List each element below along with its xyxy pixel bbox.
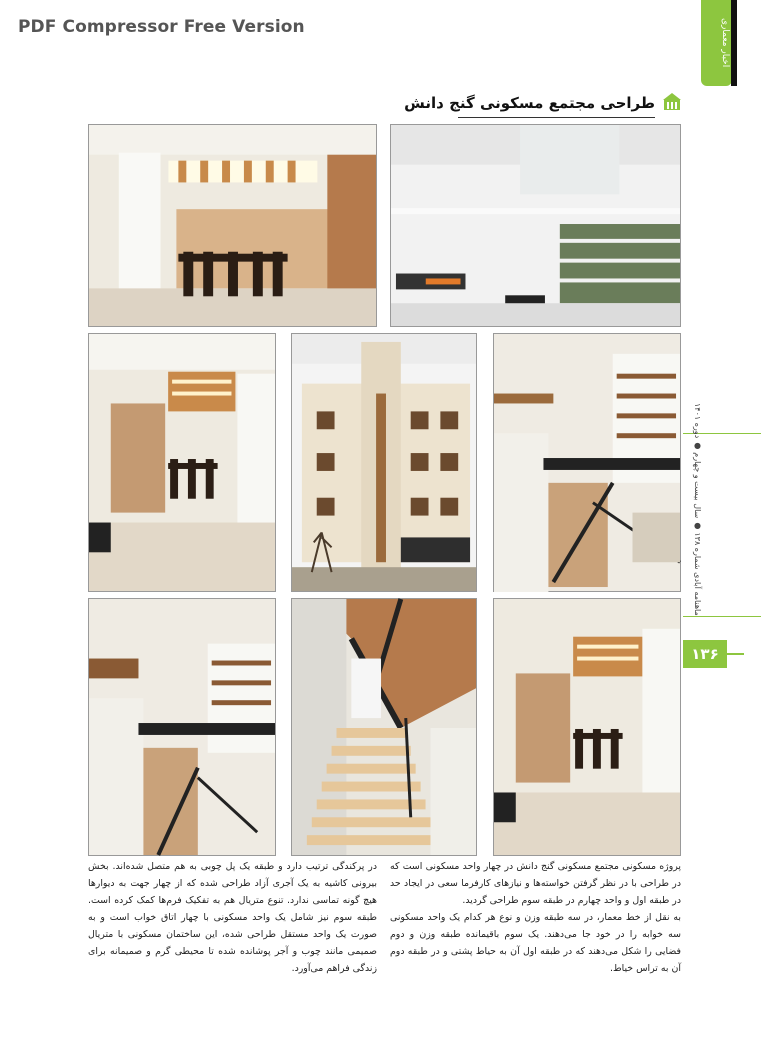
photo-building-facade xyxy=(291,333,477,592)
photo-corridor-dining xyxy=(88,333,276,592)
body-column-right xyxy=(390,858,681,974)
section-tab-label: اخبار معماری xyxy=(720,18,730,68)
page-number-tab xyxy=(683,640,741,668)
section-tab-bar xyxy=(731,0,737,86)
side-rule-bottom xyxy=(683,616,761,617)
photo-stair-mezzanine xyxy=(88,598,276,856)
body-column-left xyxy=(88,858,377,974)
photo-staircase xyxy=(291,598,477,856)
article-header xyxy=(404,92,681,116)
paragraph: پروژه مسکونی مجتمع مسکونی گنج دانش در چهار واحد مسکونی است که در طراحی با در نظر گرفتن خواسته‌ها و نیازهای کارفرما سعی در ایجاد حد در طبقه اول و واحد چهارم در طبقه سوم طراحی گردید. xyxy=(390,861,681,906)
photo-dining-corridor xyxy=(493,598,681,856)
page-number-rule xyxy=(727,653,744,655)
section-tab xyxy=(701,0,732,86)
building-icon xyxy=(663,93,681,111)
photo-dining-room xyxy=(88,124,377,327)
paragraph: به نقل از خط معمار، در سه طبقه وزن و نوع هر کدام یک واحد مسکونی سه خوابه را در خود جا می‌دهند. یک سوم باقیمانده طبقه وزن و دوم فضایی را شکل می‌دهند که در طبقه اول آن به حیاط پشتی و در طبقه دوم آن به تراس خیاط. xyxy=(390,912,681,974)
page-number: ۱۳۶ xyxy=(683,640,727,668)
photo-stair-landing xyxy=(493,333,681,592)
paragraph: در پرکندگی ترتیب دارد و طبقه یک پل چوبی به هم متصل شده‌اند. بخش بیرونی کاشیه به یک آجری آزاد طراحی شده که از چهار جهت به دیوارها هیچ گونه تماسی ندارد. تنوع متریال هم به تفکیک فرم‌ها کمک کرده است. طبقه سوم نیز شامل یک واحد مسکونی با چهار اتاق خواب است و به صورت یک واحد مستقل طراحی شده، این ساختمان مسکونی با متریال صمیمی مانند چوب و آجر پوشانده شده تا محیطی گرم و صمیمانه برای زندگی فراهم می‌آورد. xyxy=(88,861,377,974)
photo-double-height-hall xyxy=(390,124,681,327)
article-title: طراحی مجتمع مسکونی گنج دانش xyxy=(404,94,655,112)
watermark: PDF Compressor Free Version xyxy=(18,17,305,37)
title-rule xyxy=(458,117,655,118)
issue-caption: ماهنامه آبادی شماره ۱۳۸ ● سال بیست و چهارم ● دوره ۱۴۰۱ xyxy=(693,403,702,616)
